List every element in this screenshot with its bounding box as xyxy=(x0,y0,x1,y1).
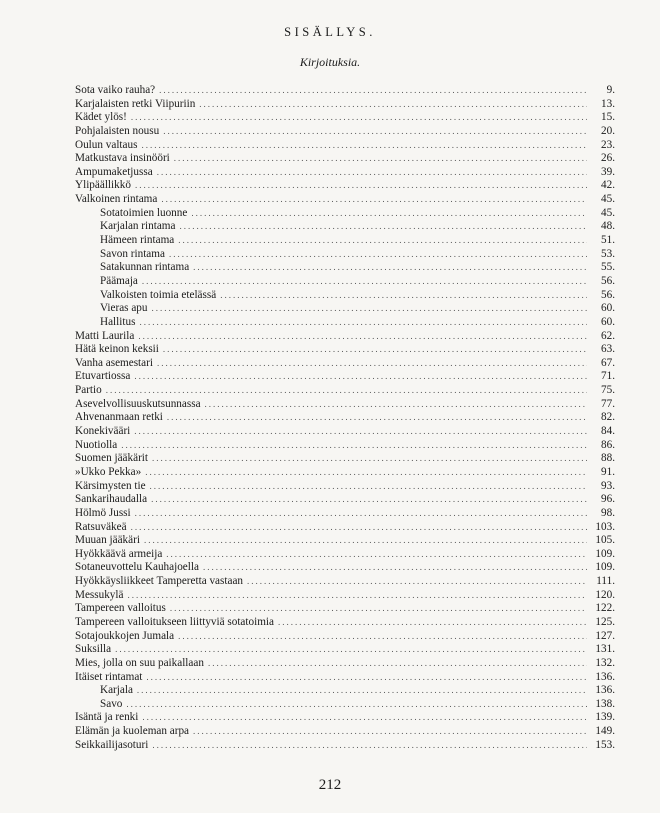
toc-entry xyxy=(75,384,615,398)
toc-entry-title: Sotaneuvottelu Kauhajoella xyxy=(75,561,199,574)
dot-leader xyxy=(157,166,587,180)
toc-entry-page: 56. xyxy=(601,274,615,287)
dot-leader xyxy=(131,111,587,125)
toc-entry xyxy=(75,343,615,357)
toc-entry-title: Mies, jolla on suu paikallaan xyxy=(75,656,204,669)
dot-leader xyxy=(135,179,587,193)
toc-entry xyxy=(75,698,615,712)
toc-entry-page: 149. xyxy=(595,725,615,738)
dot-leader xyxy=(145,466,587,480)
toc-entry-page: 75. xyxy=(601,384,615,397)
toc-entry-page: 88. xyxy=(601,452,615,465)
dot-leader xyxy=(146,671,587,685)
toc-entry xyxy=(75,398,615,412)
toc-entry-page: 109. xyxy=(595,547,615,560)
toc-entry-title: Isäntä ja renki xyxy=(75,711,139,724)
toc-entry xyxy=(75,439,615,453)
toc-entry xyxy=(75,548,615,562)
toc-entry-title: Asevelvollisuuskutsunnassa xyxy=(75,397,201,410)
toc-entry-page: 111. xyxy=(596,575,615,588)
toc-entry-title: Hyökkäysliikkeet Tamperetta vastaan xyxy=(75,575,244,588)
toc-entry xyxy=(75,179,615,193)
dot-leader xyxy=(138,330,587,344)
toc-entry-title: Oulun valtaus xyxy=(75,138,138,151)
dot-leader xyxy=(193,725,587,739)
toc-entry-page: 153. xyxy=(595,738,615,751)
toc-entry-page: 77. xyxy=(601,397,615,410)
toc-entry xyxy=(75,193,615,207)
toc-entry xyxy=(75,98,615,112)
toc-entry-page: 132. xyxy=(595,656,615,669)
toc-entry-title: »Ukko Pekka» xyxy=(75,465,142,478)
table-of-contents xyxy=(75,84,615,752)
toc-entry-title: Matti Laurila xyxy=(75,329,135,342)
toc-entry-page: 42. xyxy=(601,179,615,192)
toc-entry-page: 55. xyxy=(601,261,615,274)
dot-leader xyxy=(150,480,587,494)
toc-entry xyxy=(75,248,615,262)
toc-entry-page: 139. xyxy=(595,711,615,724)
toc-entry xyxy=(75,370,615,384)
toc-entry xyxy=(75,411,615,425)
toc-entry-title: Partio xyxy=(75,384,102,397)
dot-leader xyxy=(142,711,587,725)
toc-entry xyxy=(75,466,615,480)
dot-leader xyxy=(170,602,587,616)
toc-entry xyxy=(75,220,615,234)
toc-entry-title: Matkustava insinööri xyxy=(75,152,170,165)
toc-entry-title: Vieras apu xyxy=(100,302,148,315)
toc-entry xyxy=(75,261,615,275)
toc-entry-title: Savon rintama xyxy=(100,247,165,260)
toc-entry-page: 84. xyxy=(601,425,615,438)
toc-entry-title: Valkoinen rintama xyxy=(75,193,158,206)
toc-entry-title: Karjalan rintama xyxy=(100,220,176,233)
dot-leader xyxy=(208,657,587,671)
toc-entry-title: Pohjalaisten nousu xyxy=(75,124,160,137)
dot-leader xyxy=(174,152,587,166)
toc-entry-page: 67. xyxy=(601,356,615,369)
toc-entry-page: 63. xyxy=(601,343,615,356)
toc-entry-page: 125. xyxy=(595,615,615,628)
toc-entry-title: Ylipäällikkö xyxy=(75,179,131,192)
dot-leader xyxy=(220,289,587,303)
toc-entry-title: Sotajoukkojen Jumala xyxy=(75,629,175,642)
dot-leader xyxy=(191,207,587,221)
toc-entry-title: Itäiset rintamat xyxy=(75,670,143,683)
dot-leader xyxy=(159,84,587,98)
toc-entry xyxy=(75,589,615,603)
dot-leader xyxy=(134,370,587,384)
toc-entry-title: Sota vaiko rauha? xyxy=(75,84,156,96)
toc-entry-page: 93. xyxy=(601,479,615,492)
toc-entry xyxy=(75,521,615,535)
toc-entry-page: 56. xyxy=(601,288,615,301)
toc-entry xyxy=(75,234,615,248)
toc-entry xyxy=(75,534,615,548)
toc-entry-title: Karjala xyxy=(100,684,133,697)
toc-entry-title: Savo xyxy=(100,697,123,710)
toc-entry xyxy=(75,602,615,616)
toc-entry-page: 45. xyxy=(601,193,615,206)
dot-leader xyxy=(278,616,587,630)
toc-entry-page: 62. xyxy=(601,329,615,342)
toc-entry xyxy=(75,275,615,289)
toc-entry xyxy=(75,561,615,575)
toc-entry xyxy=(75,643,615,657)
toc-entry-title: Hämeen rintama xyxy=(100,234,175,247)
toc-entry-page: 15. xyxy=(601,111,615,124)
toc-entry-title: Sankarihaudalla xyxy=(75,493,148,506)
dot-leader xyxy=(139,316,587,330)
toc-entry-title: Tampereen valloitus xyxy=(75,602,166,615)
toc-entry-title: Ampumaketjussa xyxy=(75,165,153,178)
toc-entry-page: 48. xyxy=(601,220,615,233)
toc-entry-page: 136. xyxy=(595,670,615,683)
toc-entry xyxy=(75,480,615,494)
toc-entry-page: 39. xyxy=(601,165,615,178)
page-number: 212 xyxy=(318,777,342,793)
toc-entry xyxy=(75,452,615,466)
toc-entry-page: 120. xyxy=(595,588,615,601)
toc-entry-title: Päämaja xyxy=(100,274,138,287)
toc-entry xyxy=(75,139,615,153)
toc-entry-title: Kärsimysten tie xyxy=(75,479,146,492)
toc-entry-page: 91. xyxy=(601,465,615,478)
toc-entry xyxy=(75,302,615,316)
toc-entry-page: 136. xyxy=(595,684,615,697)
dot-leader xyxy=(152,452,587,466)
toc-entry-page: 98. xyxy=(601,506,615,519)
toc-entry-page: 60. xyxy=(601,315,615,328)
toc-entry xyxy=(75,425,615,439)
dot-leader xyxy=(178,234,587,248)
dot-leader xyxy=(106,384,587,398)
toc-entry-page: 103. xyxy=(595,520,615,533)
toc-entry-title: Konekivääri xyxy=(75,425,131,438)
toc-entry-page: 26. xyxy=(601,152,615,165)
toc-entry-page: 96. xyxy=(601,493,615,506)
toc-entry-page: 20. xyxy=(601,124,615,137)
toc-entry xyxy=(75,671,615,685)
toc-entry-page: 60. xyxy=(601,302,615,315)
dot-leader xyxy=(115,643,587,657)
dot-leader xyxy=(203,561,587,575)
dot-leader xyxy=(161,193,587,207)
dot-leader xyxy=(134,425,587,439)
toc-entry-page: 71. xyxy=(601,370,615,383)
toc-entry xyxy=(75,111,615,125)
dot-leader xyxy=(135,507,587,521)
toc-entry-title: Karjalaisten retki Viipuriin xyxy=(75,97,196,110)
toc-entry-title: Ratsuväkeä xyxy=(75,520,127,533)
toc-entry-page: 138. xyxy=(595,697,615,710)
toc-entry-title: Tampereen valloitukseen liittyviä sotatoimia xyxy=(75,615,274,628)
toc-entry-title: Valkoisten toimia etelässä xyxy=(100,288,217,301)
dot-leader xyxy=(199,98,587,112)
dot-leader xyxy=(144,534,587,548)
toc-entry xyxy=(75,493,615,507)
toc-entry xyxy=(75,575,615,589)
toc-entry-title: Hätä keinon keksii xyxy=(75,343,159,356)
toc-entry xyxy=(75,125,615,139)
toc-entry xyxy=(75,725,615,739)
toc-entry xyxy=(75,84,615,98)
toc-entry-title: Ahvenanmaan retki xyxy=(75,411,163,424)
toc-entry-page: 122. xyxy=(595,602,615,615)
toc-entry xyxy=(75,289,615,303)
dot-leader xyxy=(163,125,587,139)
dot-leader xyxy=(126,698,587,712)
toc-entry-title: Hallitus xyxy=(100,315,136,328)
dot-leader xyxy=(142,275,587,289)
toc-entry-page: 9. xyxy=(606,84,615,96)
toc-entry-page: 127. xyxy=(595,629,615,642)
toc-entry xyxy=(75,630,615,644)
toc-entry xyxy=(75,507,615,521)
toc-entry-title: Messukylä xyxy=(75,588,124,601)
section-subtitle: Kirjoituksia. xyxy=(299,55,361,69)
dot-leader xyxy=(131,521,587,535)
toc-entry-page: 45. xyxy=(601,206,615,219)
dot-leader xyxy=(121,439,587,453)
toc-entry-page: 86. xyxy=(601,438,615,451)
page-title: SISÄLLYS. xyxy=(284,25,376,39)
toc-entry-page: 105. xyxy=(595,534,615,547)
toc-entry xyxy=(75,711,615,725)
dot-leader xyxy=(141,139,587,153)
dot-leader xyxy=(151,493,587,507)
dot-leader xyxy=(151,302,587,316)
dot-leader xyxy=(193,261,587,275)
toc-entry-page: 23. xyxy=(601,138,615,151)
dot-leader xyxy=(152,739,587,753)
toc-entry-title: Suksilla xyxy=(75,643,112,656)
dot-leader xyxy=(163,343,587,357)
toc-entry-title: Kädet ylös! xyxy=(75,111,127,124)
toc-entry-title: Elämän ja kuoleman arpa xyxy=(75,725,189,738)
toc-entry-title: Seikkailijasoturi xyxy=(75,738,149,751)
toc-entry-page: 82. xyxy=(601,411,615,424)
toc-entry-page: 13. xyxy=(601,97,615,110)
toc-entry xyxy=(75,330,615,344)
dot-leader xyxy=(157,357,587,371)
dot-leader xyxy=(137,684,587,698)
dot-leader xyxy=(205,398,587,412)
toc-entry xyxy=(75,657,615,671)
toc-entry xyxy=(75,739,615,753)
dot-leader xyxy=(169,248,587,262)
toc-entry-page: 53. xyxy=(601,247,615,260)
dot-leader xyxy=(178,630,587,644)
toc-entry-page: 51. xyxy=(601,234,615,247)
toc-entry-title: Suomen jääkärit xyxy=(75,452,149,465)
toc-entry-title: Vanha asemestari xyxy=(75,356,153,369)
dot-leader xyxy=(179,220,587,234)
dot-leader xyxy=(247,575,587,589)
toc-entry-title: Satakunnan rintama xyxy=(100,261,190,274)
toc-entry-title: Sotatoimien luonne xyxy=(100,206,188,219)
toc-entry-page: 131. xyxy=(595,643,615,656)
toc-entry-title: Nuotiolla xyxy=(75,438,118,451)
toc-entry xyxy=(75,207,615,221)
toc-entry-title: Hölmö Jussi xyxy=(75,506,131,519)
toc-entry-title: Muuan jääkäri xyxy=(75,534,140,547)
toc-entry xyxy=(75,616,615,630)
toc-entry xyxy=(75,357,615,371)
toc-entry xyxy=(75,152,615,166)
toc-entry xyxy=(75,166,615,180)
dot-leader xyxy=(166,548,587,562)
dot-leader xyxy=(167,411,587,425)
dot-leader xyxy=(127,589,587,603)
toc-entry-page: 109. xyxy=(595,561,615,574)
toc-entry-title: Hyökkäävä armeija xyxy=(75,547,163,560)
toc-entry xyxy=(75,684,615,698)
toc-entry xyxy=(75,316,615,330)
toc-entry-title: Etuvartiossa xyxy=(75,370,131,383)
